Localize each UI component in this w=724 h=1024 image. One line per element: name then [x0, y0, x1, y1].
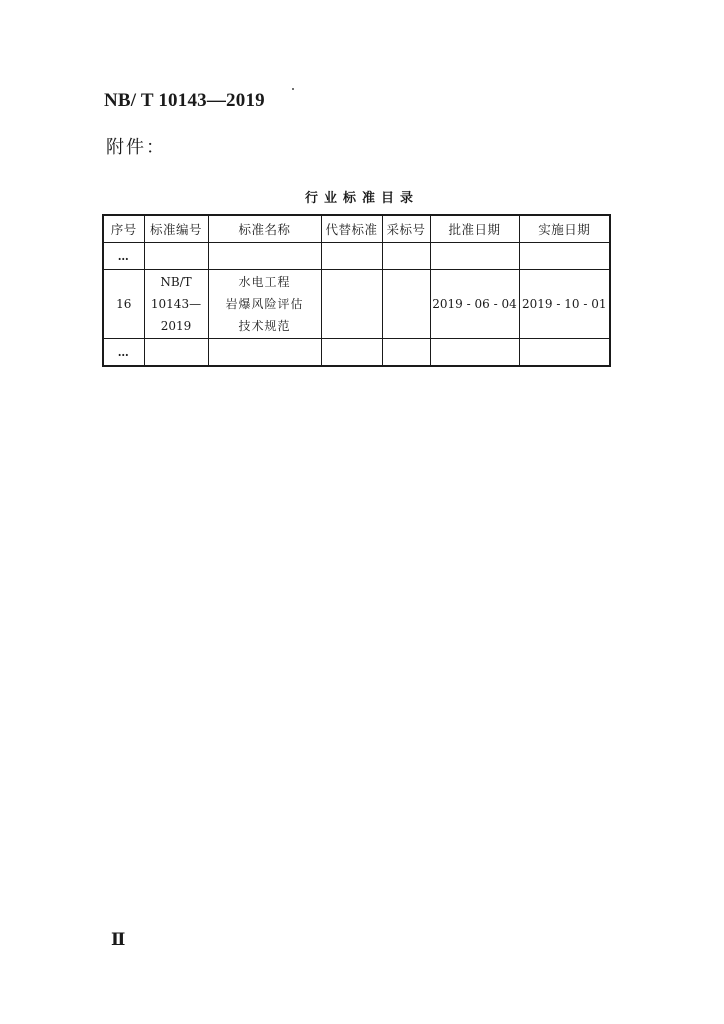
- empty-cell: [430, 339, 519, 367]
- entry-approval-date: 2019 - 06 - 04: [430, 270, 519, 339]
- column-header-adopted: 采标号: [382, 215, 430, 243]
- entry-code: [144, 270, 208, 339]
- column-header-implementation-date: 实施日期: [519, 215, 610, 243]
- column-header-replaced: 代替标准: [321, 215, 382, 243]
- entry-number: 16: [103, 270, 144, 339]
- empty-cell: [208, 243, 321, 270]
- empty-cell: [144, 243, 208, 270]
- entry-name-line: 岩爆风险评估: [225, 297, 304, 311]
- entry-name: [208, 270, 321, 339]
- ellipsis-cell: …: [103, 243, 144, 270]
- empty-cell: [519, 339, 610, 367]
- entry-replaced: [321, 270, 382, 339]
- empty-cell: [382, 339, 430, 367]
- column-header-approval-date: 批准日期: [430, 215, 519, 243]
- entry-name-line: 水电工程: [238, 275, 291, 289]
- column-header-name: 标准名称: [208, 215, 321, 243]
- column-header-code: 标准编号: [144, 215, 208, 243]
- entry-code-line: 10143—: [150, 297, 202, 311]
- table-row: [103, 270, 610, 339]
- empty-cell: [382, 243, 430, 270]
- entry-adopted: [382, 270, 430, 339]
- scan-speck: [292, 88, 294, 90]
- attachment-label: 附件：: [106, 137, 166, 158]
- table-row: [103, 339, 610, 367]
- ellipsis-cell: …: [103, 339, 144, 367]
- entry-name-line: 技术规范: [238, 319, 291, 333]
- table-header-row: [103, 215, 610, 243]
- empty-cell: [430, 243, 519, 270]
- table-row: [103, 243, 610, 270]
- empty-cell: [321, 243, 382, 270]
- empty-cell: [519, 243, 610, 270]
- empty-cell: [321, 339, 382, 367]
- empty-cell: [144, 339, 208, 367]
- table-title: 行业标准目录: [304, 191, 419, 206]
- page-number: Ⅱ: [111, 930, 126, 949]
- entry-code-line: NB/T: [160, 275, 192, 289]
- standards-catalog-table: [102, 214, 611, 367]
- document-code: NB/ T 10143—2019: [104, 90, 265, 111]
- entry-implementation-date: 2019 - 10 - 01: [519, 270, 610, 339]
- column-header-seq: 序号: [103, 215, 144, 243]
- entry-code-line: 2019: [160, 319, 192, 333]
- empty-cell: [208, 339, 321, 367]
